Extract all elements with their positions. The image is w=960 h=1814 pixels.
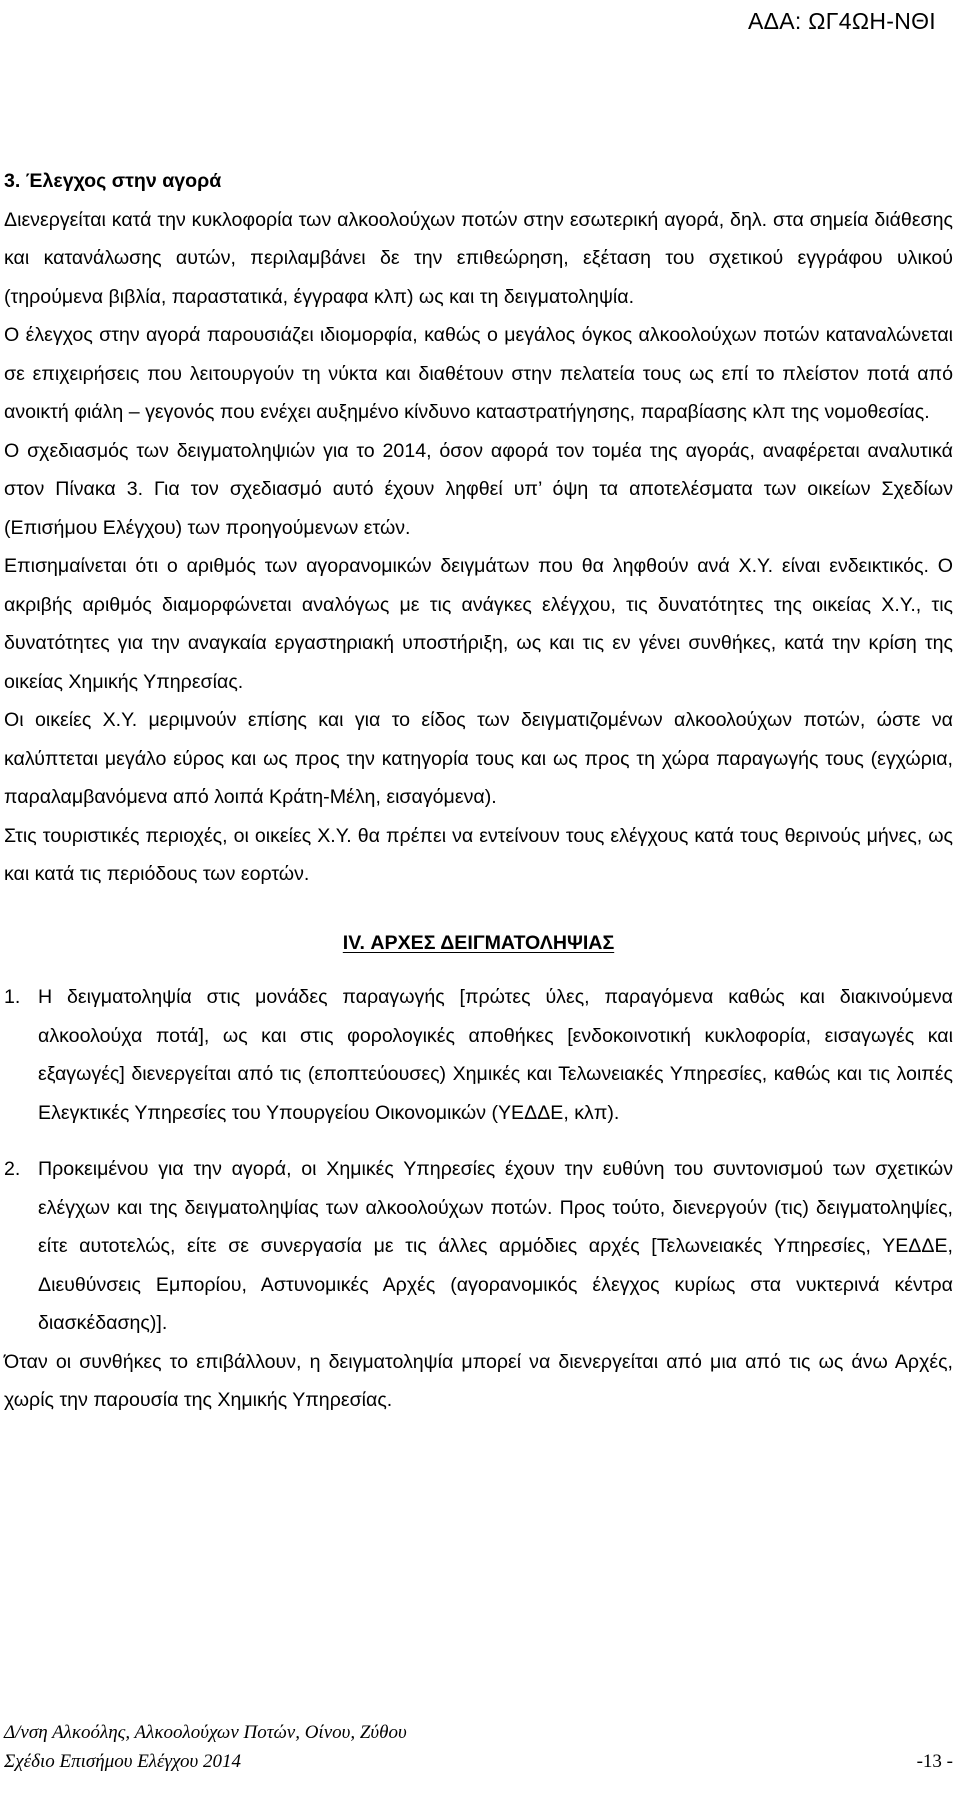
paragraph: Όταν οι συνθήκες το επιβάλλουν, η δειγματοληψία μπορεί να διενεργείται από μια από τις ως άνω Αρχές, χωρίς την παρουσία της Χημικής Υπηρεσίας. — [4, 1350, 953, 1411]
document-body — [4, 162, 953, 1420]
list-item — [4, 978, 953, 1132]
ada-code: ΑΔΑ: ΩΓ4ΩΗ-ΝΘΙ — [747, 8, 936, 34]
footer-department: Δ/νση Αλκοόλης, Αλκοολούχων Ποτών, Οίνου, Ζύθου — [4, 1722, 407, 1743]
paragraph: Στις τουριστικές περιοχές, οι οικείες Χ.Υ. θα πρέπει να εντείνουν τους ελέγχους κατά τους θερινούς μήνες, ως και κατά τις περιόδους των εορτών. — [4, 824, 953, 885]
list-item-number: 1. — [4, 986, 21, 1008]
page-footer — [4, 1718, 953, 1776]
paragraph: Ο σχεδιασμός των δειγματοληψιών για το 2014, όσον αφορά τον τομέα της αγοράς, αναφέρεται αναλυτικά στον Πίνακα 3. Για τον σχεδιασμό αυτό έχουν ληφθεί υπ’ όψη τα αποτελέσματα των οικείων Σχεδίων (Επισήμου Ελέγχου) των προηγούμενων ετών. — [4, 439, 953, 539]
section-3-title: 3. Έλεγχος στην αγορά — [4, 170, 222, 192]
footer-plan-title: Σχέδιο Επισήμου Ελέγχου 2014 — [4, 1751, 241, 1772]
section-4-heading — [4, 924, 953, 963]
list-item-text: Προκειμένου για την αγορά, οι Χημικές Υπηρεσίες έχουν την ευθύνη του συντονισμού των σχετικών ελέγχων και της δειγματοληψίας των αλκοολούχων ποτών. Προς τούτο, διενεργούν (τις) δειγματοληψίες, είτε αυτοτελώς, είτε σε συνεργασία με τις άλλες αρμόδιες αρχές [Τελωνειακές Υπηρεσίες, ΥΕΔΔΕ, Διευθύνσεις Εμπορίου, Αστυνομικές Αρχές (αγορανομικός έλεγχος κυρίως στα νυκτερινά κέντρα διασκέδασης)]. — [38, 1158, 953, 1334]
paragraph: Διενεργείται κατά την κυκλοφορία των αλκοολούχων ποτών στην εσωτερική αγορά, δηλ. στα σημεία διάθεσης και κατανάλωσης αυτών, περιλαμβάνει δε την επιθεώρηση, εξέταση του σχετικού εγγράφου υλικού (τηρούμενα βιβλία, παραστατικά, έγγραφα κλπ) ως και τη δειγματοληψία. — [4, 208, 953, 308]
paragraph: Επισημαίνεται ότι ο αριθμός των αγορανομικών δειγμάτων που θα ληφθούν ανά Χ.Υ. είναι ενδεικτικός. Ο ακριβής αριθμός διαμορφώνεται αναλόγως με τις ανάγκες ελέγχου, τις δυνατότητες της οικείας Χ.Υ., τις δυνατότητες για την αναγκαία εργαστηριακή υποστήριξη, ως και τις εν γένει συνθήκες, κατά την κρίση της οικείας Χημικής Υπηρεσίας. — [4, 555, 953, 693]
list-item-text: Η δειγματοληψία στις μονάδες παραγωγής [πρώτες ύλες, παραγόμενα καθώς και διακινούμενα αλκοολούχα ποτά], ως και στις φορολογικές αποθήκες [ενδοκοινοτική κυκλοφορία, εισαγωγές και εξαγωγές] διενεργείται από τις (εποπτεύουσες) Χημικές και Τελωνειακές Υπηρεσίες, καθώς και τις λοιπές Ελεγκτικές Υπηρεσίες του Υπουργείου Οικονομικών (ΥΕΔΔΕ, κλπ). — [38, 986, 953, 1124]
list-item — [4, 1150, 953, 1343]
section-4-title: IV. ΑΡΧΕΣ ΔΕΙΓΜΑΤΟΛΗΨΙΑΣ — [342, 931, 615, 954]
paragraph: Οι οικείες Χ.Υ. μεριμνούν επίσης και για το είδος των δειγματιζομένων αλκοολούχων ποτών, ώστε να καλύπτεται μεγάλο εύρος και ως προς την κατηγορία τους και ως προς τη χώρα παραγωγής τους (εγχώρια, παραλαμβανόμενα από λοιπά Κράτη-Μέλη, εισαγόμενα). — [4, 709, 953, 808]
page-number: -13 - — [916, 1751, 953, 1772]
paragraph: Ο έλεγχος στην αγορά παρουσιάζει ιδιομορφία, καθώς ο μεγάλος όγκος αλκοολούχων ποτών καταναλώνεται σε επιχειρήσεις που λειτουργούν τη νύκτα και διαθέτουν στην πελατεία τους ως επί το πλείστον ποτά από ανοικτή φιάλη – γεγονός που ενέχει αυξημένο κίνδυνο καταστρατήγησης, παραβίασης κλπ της νομοθεσίας. — [4, 324, 953, 423]
list-item-number: 2. — [4, 1158, 21, 1180]
